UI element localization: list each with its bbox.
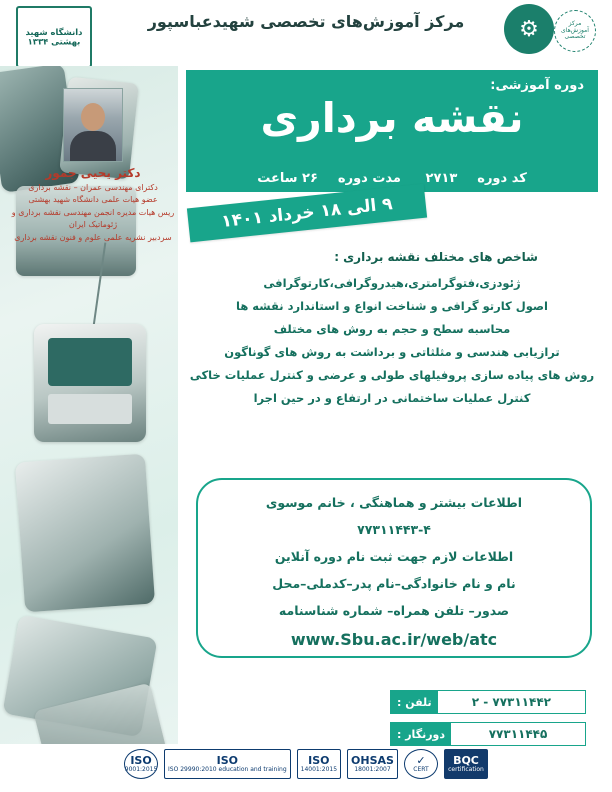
topic-item: ژئودزی،فتوگرامتری،هیدروگرافی،کارتوگرافی: [263, 276, 521, 290]
registration-url[interactable]: www.Sbu.ac.ir/web/atc: [290, 630, 498, 650]
telephone-label: تلفن :: [391, 691, 438, 713]
certification-badge-sub: CERT: [413, 765, 429, 773]
fax-strip: [390, 722, 586, 746]
certification-badge-title: OHSAS: [351, 754, 394, 768]
contact-line-coordinator: اطلاعات بیشتر و هماهنگی ، خانم موسوی: [265, 495, 523, 510]
certification-badge-bqc: [444, 749, 488, 779]
certification-badge-iso9001: [124, 749, 158, 779]
certification-badge-title: BQC: [453, 754, 479, 768]
instructor-credentials: [4, 182, 182, 244]
instrument-image-5: [15, 454, 155, 613]
instructor-credential-line: سردبیر نشریه علمی علوم و فنون نقشه برداری: [14, 232, 172, 242]
center-seal-text: مرکز آموزش‌های تخصصی: [554, 10, 596, 52]
instrument-keypad: [48, 394, 132, 424]
certification-badge-iso29990: [164, 749, 291, 779]
certification-badge-sub: certification: [448, 765, 484, 773]
certification-badge-title: ISO: [130, 754, 152, 768]
contact-line-registration-note: اطلاعات لازم جهت ثبت نام دوره آنلاین: [274, 548, 514, 564]
topics-section: [186, 250, 598, 410]
course-kicker: دوره آموزشی:: [490, 78, 584, 93]
instructor-body: [70, 131, 116, 161]
course-code-label: کد دوره: [477, 171, 527, 186]
instructor-face: [81, 103, 105, 131]
telephone-value: ۷۷۳۱۱۴۴۲ - ۲: [471, 695, 551, 709]
topic-item: روش های پیاده سازی پروفیلهای طولی و عرضی و کنترل عملیات خاکی: [189, 368, 595, 382]
instructor-block: [4, 88, 182, 244]
course-name: نقشه برداری: [260, 94, 524, 142]
fax-value: ۷۷۳۱۱۴۴۵: [488, 727, 548, 741]
instructor-credential-line: ریس هیات مدیره انجمن مهندسی نقشه برداری و ژئوماتیک ایران: [11, 207, 175, 230]
instrument-screen: [48, 338, 132, 386]
gear-icon: ⚙: [504, 4, 554, 54]
course-code-value: ۲۷۱۳: [425, 171, 458, 186]
topics-heading: شاخص های مختلف نقشه برداری :: [334, 250, 538, 264]
certification-badge-ohsas: [347, 749, 398, 779]
fax-label: دورنگار :: [391, 723, 451, 745]
course-date-banner: ۹ الی ۱۸ خرداد ۱۴۰۱: [187, 184, 427, 243]
poster-header: [0, 0, 612, 66]
contact-line-required-fields-1: نام و نام خانوادگی–نام پدر–کدملی–محل: [272, 575, 516, 591]
center-logo-right: [502, 2, 598, 64]
total-station-image: [34, 324, 146, 442]
telephone-strip: [390, 690, 586, 714]
contact-line-phone: ۷۷۳۱۱۴۴۳-۴: [357, 521, 431, 537]
instructor-photo: [63, 88, 123, 162]
certification-badge-sub: 9001:2015: [124, 765, 158, 773]
topic-item: کنترل عملیات ساختمانی در ارتفاع و در حین اجرا: [253, 391, 531, 405]
certification-badge-title: ✓: [416, 754, 426, 768]
page-title: مرکز آموزش‌های تخصصی شهیدعباسپور: [147, 12, 465, 31]
topic-item: محاسبه سطح و حجم به روش های مختلف: [273, 322, 511, 336]
instructor-name: دکتر یحیی جمور: [45, 166, 141, 180]
course-duration-value: ۲۶ ساعت: [257, 171, 318, 186]
topic-item: ترازیابی هندسی و مثلثاتی و برداشت به روش های گوناگون: [224, 345, 560, 359]
university-logo-left-text: دانشگاه شهید بهشتی ۱۳۳۴: [25, 27, 83, 47]
certification-badge-title: ISO: [308, 754, 330, 768]
course-duration-label: مدت دوره: [337, 171, 401, 186]
course-title-block: [186, 70, 598, 192]
certification-badge-sub: 14001:2015: [300, 765, 338, 773]
instructor-credential-line: عضو هیات علمی دانشگاه شهید بهشتی: [28, 195, 158, 205]
certification-logos: [0, 744, 612, 784]
certification-badge-sub: 18001:2007: [354, 765, 391, 773]
topics-list: [186, 272, 598, 410]
instructor-credential-line: دکترای مهندسی عمران – نقشه برداری: [28, 183, 158, 192]
certification-badge-sub: ISO 29990:2010 education and training: [168, 765, 287, 773]
certification-badge-check: [404, 749, 438, 779]
contact-box: [196, 478, 592, 658]
course-meta: [200, 171, 584, 186]
contact-line-required-fields-2: صدور– تلفن همراه– شماره شناسنامه: [278, 602, 510, 618]
topic-item: اصول کارتو گرافی و شناخت انواع و استاندارد نقشه ها: [236, 299, 548, 313]
certification-badge-title: ISO: [216, 754, 239, 768]
certification-badge-iso14001: [297, 749, 341, 779]
